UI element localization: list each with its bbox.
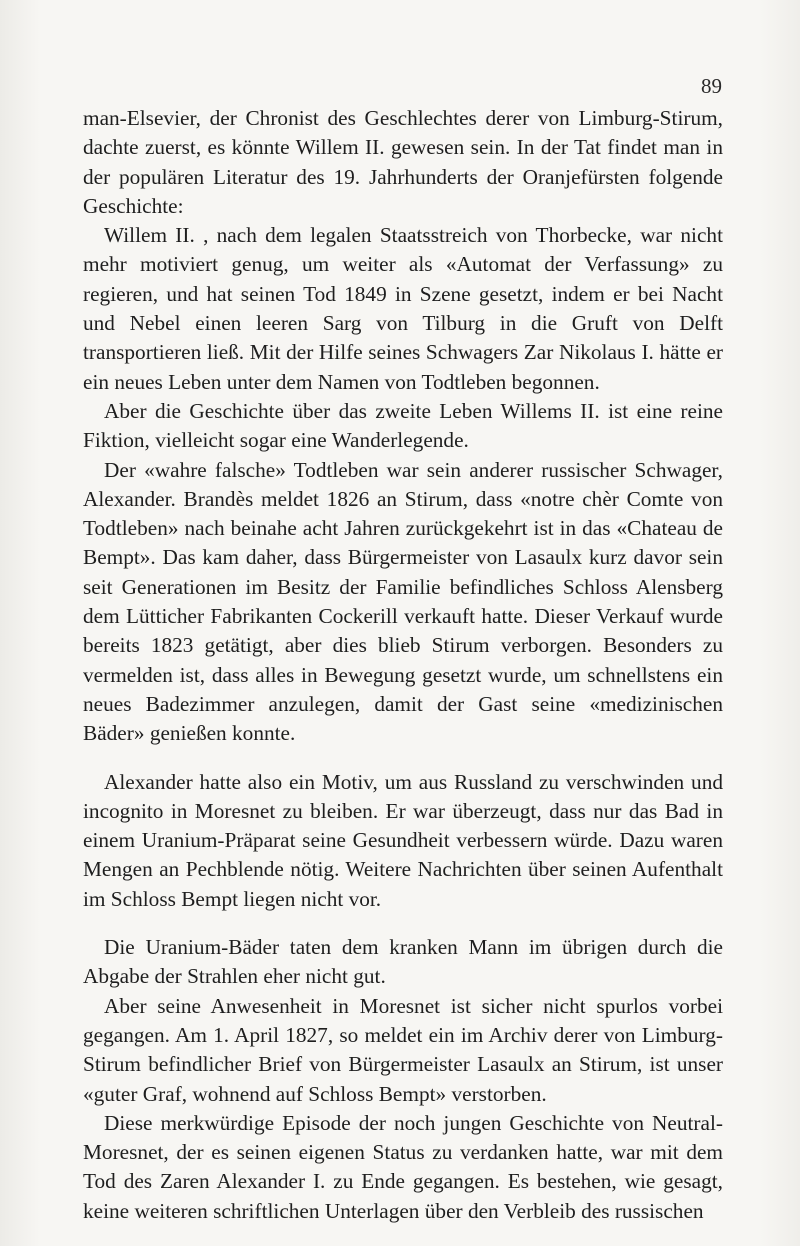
body-text xyxy=(83,104,723,1226)
paragraph-6: Die Uranium-Bäder taten dem kranken Mann im übrigen durch die Abgabe der Strahlen eher nicht gut. xyxy=(83,935,723,989)
paragraph-1: man-Elsevier, der Chronist des Geschlechtes derer von Limburg-Stirum, dachte zuerst, es könnte Willem II. gewesen sein. In der Tat findet man in der populären Literatur des 19. Jahrhunderts der Oranjefürsten folgende Geschichte: xyxy=(83,106,723,218)
paragraph-7: Aber seine Anwesenheit in Moresnet ist sicher nicht spurlos vorbei gegangen. Am 1. April 1827, so meldet ein im Archiv derer von Limburg-Stirum befindlicher Brief von Bürgermeister Lasaulx an Stirum, ist unser «guter Graf, wohnend auf Schloss Bempt» verstorben. xyxy=(83,993,723,1106)
page-number: 89 xyxy=(701,74,722,98)
paragraph-3: Aber die Geschichte über das zweite Leben Willems II. ist eine reine Fiktion, vielleicht sogar eine Wanderlegende. xyxy=(83,398,723,453)
paragraph-4: Der «wahre falsche» Todtleben war sein anderer russischer Schwager, Alexander. Brandès meldet 1826 an Stirum, dass «notre chèr Comte von Todtleben» nach beinahe acht Jahren zurückgekehrt ist in das «Chateau de Bempt». Das kam daher, dass Bürgermeister von Lasaulx kurz davor sein seit Generationen im Besitz der Familie befindliches Schloss Alensberg dem Lütticher Fabrikanten Cockerill verkauft hatte. Dieser Verkauf wurde bereits 1823 getätigt, aber dies blieb Stirum verborgen. Besonders zu vermelden ist, dass alles in Bewegung gesetzt wurde, um schnellstens ein neues Badezimmer anzulegen, damit der Gast seine «medizinischen Bäder» genießen konnte. xyxy=(83,457,723,746)
paragraph-8: Diese merkwürdige Episode der noch jungen Geschichte von Neutral-Moresnet, der es seinen eigenen Status zu verdanken hatte, war mit dem Tod des Zaren Alexander I. zu Ende gegangen. Es bestehen, wie gesagt, keine weiteren schriftlichen Unterlagen über den Verbleib des russischen xyxy=(83,1110,723,1223)
paragraph-5: Alexander hatte also ein Motiv, um aus Russland zu verschwinden und incognito in Moresnet zu bleiben. Er war überzeugt, dass nur das Bad in einem Uranium-Präparat seine Gesundheit verbessern würde. Dazu waren Mengen an Pechblende nötig. Weitere Nachrichten über seinen Aufenthalt im Schloss Bempt liegen nicht vor. xyxy=(83,769,723,911)
paragraph-2: Willem II. , nach dem legalen Staatsstreich von Thorbecke, war nicht mehr motiviert genug, um weiter als «Automat der Verfassung» zu regieren, und hat seinen Tod 1849 in Szene gesetzt, indem er bei Nacht und Nebel einen leeren Sarg von Tilburg in die Gruft von Delft transportieren ließ. Mit der Hilfe seines Schwagers Zar Nikolaus I. hätte er ein neues Leben unter dem Namen von Todtleben begonnen. xyxy=(83,223,723,394)
